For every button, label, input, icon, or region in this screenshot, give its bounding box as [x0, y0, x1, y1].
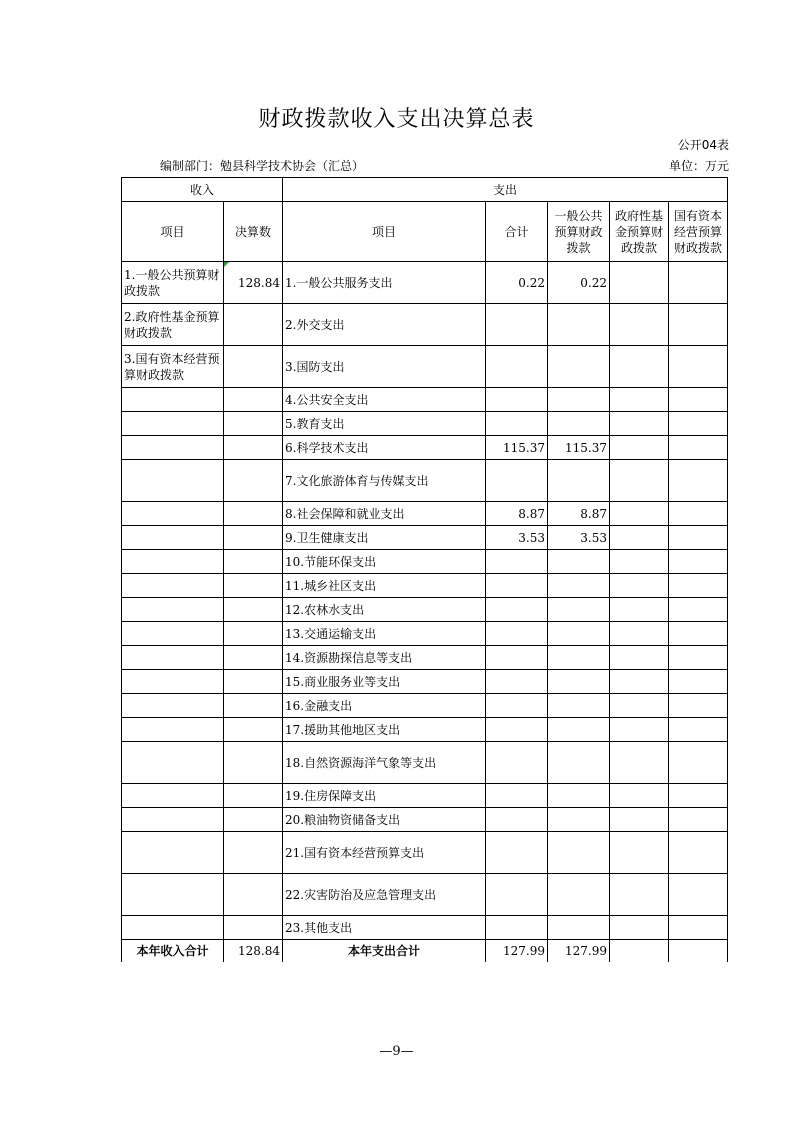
state-capital-cell: [669, 436, 728, 460]
expense-item-cell: 19.住房保障支出: [283, 784, 486, 808]
expense-item-cell: 9.卫生健康支出: [283, 526, 486, 550]
income-item-cell: [122, 622, 224, 646]
income-item-cell: [122, 916, 224, 940]
expense-item-cell: 10.节能环保支出: [283, 550, 486, 574]
income-amount-cell: [224, 670, 283, 694]
state-capital-cell: [669, 346, 728, 388]
expense-total-cell: [486, 304, 548, 346]
expense-total-cell: 8.87: [486, 502, 548, 526]
income-amount-cell: [224, 646, 283, 670]
income-item-cell: [122, 526, 224, 550]
expense-item-cell: 12.农林水支出: [283, 598, 486, 622]
budget-table: [121, 177, 728, 962]
expense-item-cell: 23.其他支出: [283, 916, 486, 940]
state-capital-cell: [669, 574, 728, 598]
gov-fund-header: 政府性基金预算财政拨款: [610, 202, 669, 262]
expense-item-cell: 20.粮油物资储备支出: [283, 808, 486, 832]
table-row: [122, 808, 728, 832]
table-row: [122, 916, 728, 940]
income-item-cell: 1.一般公共预算财政拨款: [122, 262, 224, 304]
expense-total-cell: [486, 646, 548, 670]
income-item-cell: [122, 784, 224, 808]
income-item-cell: [122, 694, 224, 718]
income-amount-cell: [224, 598, 283, 622]
table-row: [122, 718, 728, 742]
expense-total-general: 127.99: [548, 940, 610, 962]
table-row: [122, 460, 728, 502]
expense-item-cell: 11.城乡社区支出: [283, 574, 486, 598]
gov-fund-cell: [610, 262, 669, 304]
gov-fund-cell: [610, 808, 669, 832]
table-row: [122, 550, 728, 574]
income-amount-cell: [224, 694, 283, 718]
income-item-cell: [122, 598, 224, 622]
table-row: [122, 262, 728, 304]
income-amount-cell: [224, 622, 283, 646]
state-capital-cell: [669, 304, 728, 346]
general-budget-cell: 0.22: [548, 262, 610, 304]
table-row: [122, 832, 728, 874]
general-budget-cell: [548, 346, 610, 388]
income-amount-cell: [224, 916, 283, 940]
expense-total-cell: [486, 916, 548, 940]
state-capital-cell: [669, 388, 728, 412]
income-amount-cell: [224, 832, 283, 874]
expense-total-cell: [486, 388, 548, 412]
expense-total-cell: 3.53: [486, 526, 548, 550]
general-budget-cell: [548, 460, 610, 502]
general-budget-cell: [548, 784, 610, 808]
final-amount-header: 决算数: [224, 202, 283, 262]
income-amount-cell: [224, 436, 283, 460]
expense-total-cell: [486, 622, 548, 646]
expense-total-cell: 0.22: [486, 262, 548, 304]
general-budget-cell: [548, 670, 610, 694]
gov-fund-cell: [610, 304, 669, 346]
state-capital-header: 国有资本经营预算财政拨款: [669, 202, 728, 262]
income-item-cell: [122, 832, 224, 874]
income-amount-cell: [224, 784, 283, 808]
gov-fund-cell: [610, 550, 669, 574]
expense-total-fund: [610, 940, 669, 962]
expense-total-cell: 115.37: [486, 436, 548, 460]
table-row: [122, 412, 728, 436]
table-number: 公开04表: [677, 138, 729, 152]
income-amount-cell: [224, 346, 283, 388]
gov-fund-cell: [610, 718, 669, 742]
expense-total-cell: [486, 460, 548, 502]
expense-item-cell: 15.商业服务业等支出: [283, 670, 486, 694]
general-budget-cell: [548, 694, 610, 718]
income-item-cell: [122, 412, 224, 436]
income-item-cell: [122, 460, 224, 502]
expense-total-label: 本年支出合计: [283, 940, 486, 962]
gov-fund-cell: [610, 460, 669, 502]
state-capital-cell: [669, 742, 728, 784]
income-amount-cell: [224, 388, 283, 412]
table-row: [122, 622, 728, 646]
expense-total-cell: [486, 346, 548, 388]
meta-line: [160, 157, 729, 174]
table-row: [122, 670, 728, 694]
gov-fund-cell: [610, 412, 669, 436]
gov-fund-cell: [610, 670, 669, 694]
state-capital-cell: [669, 784, 728, 808]
expense-total-cell: [486, 550, 548, 574]
income-header: 收入: [122, 178, 283, 202]
expense-item-cell: 1.一般公共服务支出: [283, 262, 486, 304]
expense-item-cell: 18.自然资源海洋气象等支出: [283, 742, 486, 784]
gov-fund-cell: [610, 916, 669, 940]
table-row: [122, 304, 728, 346]
expense-item-header: 项目: [283, 202, 486, 262]
gov-fund-cell: [610, 388, 669, 412]
table-row: [122, 346, 728, 388]
general-budget-cell: [548, 742, 610, 784]
total-header: 合计: [486, 202, 548, 262]
expense-item-cell: 6.科学技术支出: [283, 436, 486, 460]
expense-total-cell: [486, 808, 548, 832]
general-budget-cell: [548, 574, 610, 598]
general-budget-cell: [548, 304, 610, 346]
expense-item-cell: 13.交通运输支出: [283, 622, 486, 646]
gov-fund-cell: [610, 646, 669, 670]
table-row: [122, 502, 728, 526]
table-row: [122, 694, 728, 718]
expense-item-cell: 4.公共安全支出: [283, 388, 486, 412]
general-budget-cell: 3.53: [548, 526, 610, 550]
expense-item-cell: 8.社会保障和就业支出: [283, 502, 486, 526]
income-item-cell: [122, 670, 224, 694]
gov-fund-cell: [610, 574, 669, 598]
table-row: [122, 436, 728, 460]
expense-item-cell: 21.国有资本经营预算支出: [283, 832, 486, 874]
gov-fund-cell: [610, 694, 669, 718]
income-item-cell: [122, 550, 224, 574]
state-capital-cell: [669, 412, 728, 436]
gov-fund-cell: [610, 742, 669, 784]
income-item-cell: [122, 502, 224, 526]
general-budget-cell: [548, 622, 610, 646]
income-amount-cell: [224, 526, 283, 550]
expense-total-cell: [486, 598, 548, 622]
expense-item-cell: 5.教育支出: [283, 412, 486, 436]
page-number: —9—: [379, 1044, 414, 1059]
table-body: [122, 262, 728, 940]
gov-fund-cell: [610, 436, 669, 460]
income-item-cell: 2.政府性基金预算财政拨款: [122, 304, 224, 346]
expense-item-cell: 7.文化旅游体育与传媒支出: [283, 460, 486, 502]
gov-fund-cell: [610, 832, 669, 874]
department-label: 编制部门：勉县科学技术协会（汇总）: [160, 159, 365, 173]
state-capital-cell: [669, 670, 728, 694]
income-item-cell: [122, 808, 224, 832]
state-capital-cell: [669, 646, 728, 670]
state-capital-cell: [669, 502, 728, 526]
expense-total-cell: [486, 574, 548, 598]
expense-item-cell: 2.外交支出: [283, 304, 486, 346]
table-row: [122, 598, 728, 622]
general-budget-cell: [548, 598, 610, 622]
expense-item-cell: 16.金融支出: [283, 694, 486, 718]
state-capital-cell: [669, 832, 728, 874]
expense-total-cell: [486, 694, 548, 718]
income-amount-cell: [224, 502, 283, 526]
general-budget-cell: [548, 808, 610, 832]
expense-total-cell: [486, 718, 548, 742]
income-amount-cell: [224, 304, 283, 346]
income-item-cell: [122, 388, 224, 412]
general-budget-cell: 115.37: [548, 436, 610, 460]
income-amount-cell: 128.84: [224, 262, 283, 304]
gov-fund-cell: [610, 598, 669, 622]
unit-label: 单位：万元: [668, 159, 729, 173]
income-item-header: 项目: [122, 202, 224, 262]
income-item-cell: [122, 574, 224, 598]
income-total-amount: 128.84: [224, 940, 283, 962]
general-budget-cell: [548, 646, 610, 670]
expense-header: 支出: [283, 178, 728, 202]
state-capital-cell: [669, 874, 728, 916]
gov-fund-cell: [610, 622, 669, 646]
table-row: [122, 526, 728, 550]
state-capital-cell: [669, 622, 728, 646]
state-capital-cell: [669, 262, 728, 304]
state-capital-cell: [669, 526, 728, 550]
income-amount-cell: [224, 412, 283, 436]
income-item-cell: [122, 742, 224, 784]
general-budget-cell: [548, 916, 610, 940]
general-budget-cell: [548, 412, 610, 436]
table-row: [122, 742, 728, 784]
income-item-cell: [122, 718, 224, 742]
table-row: [122, 784, 728, 808]
gov-fund-cell: [610, 874, 669, 916]
expense-total-capital: [669, 940, 728, 962]
income-amount-cell: [224, 550, 283, 574]
expense-item-cell: 22.灾害防治及应急管理支出: [283, 874, 486, 916]
state-capital-cell: [669, 598, 728, 622]
income-amount-cell: [224, 742, 283, 784]
general-budget-cell: [548, 388, 610, 412]
income-amount-cell: [224, 460, 283, 502]
table-row: [122, 388, 728, 412]
state-capital-cell: [669, 808, 728, 832]
gov-fund-cell: [610, 346, 669, 388]
general-budget-cell: [548, 874, 610, 916]
table-row: [122, 646, 728, 670]
state-capital-cell: [669, 916, 728, 940]
general-budget-cell: 8.87: [548, 502, 610, 526]
gov-fund-cell: [610, 526, 669, 550]
general-budget-cell: [548, 718, 610, 742]
income-item-cell: 3.国有资本经营预算财政拨款: [122, 346, 224, 388]
state-capital-cell: [669, 694, 728, 718]
gov-fund-cell: [610, 502, 669, 526]
income-item-cell: [122, 646, 224, 670]
income-total-label: 本年收入合计: [122, 940, 224, 962]
expense-total-cell: [486, 412, 548, 436]
income-amount-cell: [224, 718, 283, 742]
expense-total-amount: 127.99: [486, 940, 548, 962]
expense-item-cell: 17.援助其他地区支出: [283, 718, 486, 742]
expense-item-cell: 3.国防支出: [283, 346, 486, 388]
income-item-cell: [122, 874, 224, 916]
table-row: [122, 874, 728, 916]
state-capital-cell: [669, 718, 728, 742]
state-capital-cell: [669, 460, 728, 502]
income-amount-cell: [224, 874, 283, 916]
general-budget-header: 一般公共预算财政拨款: [548, 202, 610, 262]
expense-total-cell: [486, 784, 548, 808]
state-capital-cell: [669, 550, 728, 574]
income-item-cell: [122, 436, 224, 460]
gov-fund-cell: [610, 784, 669, 808]
expense-total-cell: [486, 874, 548, 916]
general-budget-cell: [548, 550, 610, 574]
expense-total-cell: [486, 742, 548, 784]
general-budget-cell: [548, 832, 610, 874]
page-title: 财政拨款收入支出决算总表: [258, 107, 535, 132]
expense-total-cell: [486, 670, 548, 694]
income-amount-cell: [224, 574, 283, 598]
expense-total-cell: [486, 832, 548, 874]
expense-item-cell: 14.资源勘探信息等支出: [283, 646, 486, 670]
table-row: [122, 574, 728, 598]
income-amount-cell: [224, 808, 283, 832]
